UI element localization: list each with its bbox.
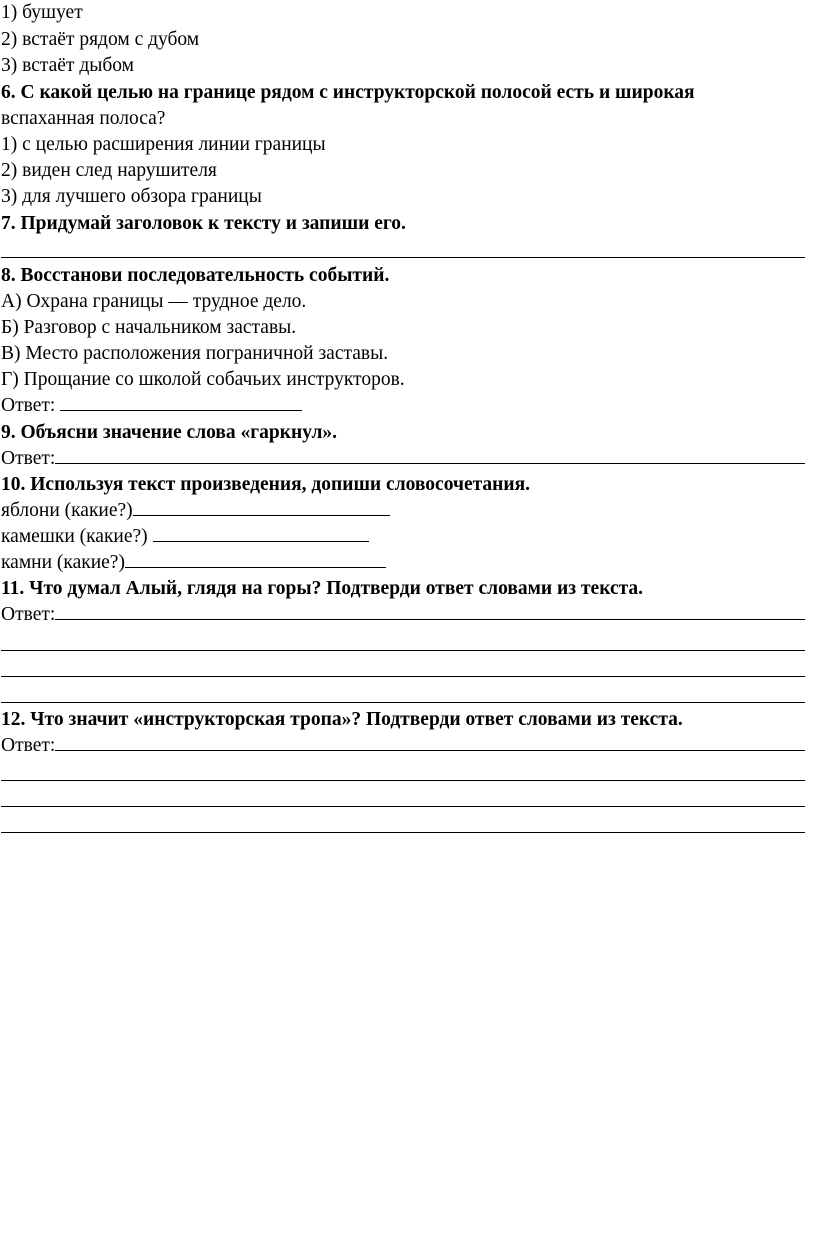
q8-answer-row bbox=[1, 393, 302, 419]
q8-question: 8. Восстанови последовательность событий. bbox=[1, 265, 390, 286]
q9-answer-row bbox=[1, 446, 805, 472]
q12-question: 12. Что значит «инструкторская тропа»? Подтверди ответ словами из текста. bbox=[1, 709, 683, 730]
q12-answer-row bbox=[1, 733, 805, 759]
q12-answer-blank[interactable] bbox=[55, 749, 805, 751]
q8-answer-blank[interactable] bbox=[60, 409, 302, 411]
q10-item-3-row bbox=[1, 550, 386, 576]
q5-option-2: 2) встаёт рядом с дубом bbox=[1, 29, 200, 50]
q9-answer-blank[interactable] bbox=[55, 462, 805, 464]
q11-answer-row bbox=[1, 602, 805, 628]
q9-question: 9. Объясни значение слова «гаркнул». bbox=[1, 422, 338, 443]
q10-question: 10. Используя текст произведения, допиши словосочетания. bbox=[1, 474, 531, 495]
q5-option-1: 1) бушует bbox=[1, 2, 83, 23]
q6-option-2: 2) виден след нарушителя bbox=[1, 160, 217, 181]
q11-question: 11. Что думал Алый, глядя на горы? Подтверди ответ словами из текста. bbox=[1, 578, 644, 599]
q6-question-cont: вспаханная полоса? bbox=[1, 108, 166, 129]
q12-answer-line-3[interactable] bbox=[1, 806, 805, 807]
q8-option-a: А) Охрана границы — трудное дело. bbox=[1, 291, 307, 312]
q10-item-1-row bbox=[1, 498, 390, 524]
q11-answer-blank[interactable] bbox=[55, 618, 805, 620]
q10-item-2-row bbox=[1, 524, 369, 550]
q10-item-3: камни (какие?) bbox=[1, 552, 125, 573]
q12-answer-label: Ответ: bbox=[1, 735, 56, 756]
q10-item-1: яблони (какие?) bbox=[1, 500, 133, 521]
q5-option-3: 3) встаёт дыбом bbox=[1, 55, 134, 76]
q10-item-3-blank[interactable] bbox=[125, 566, 386, 568]
q12-answer-line-4[interactable] bbox=[1, 832, 805, 833]
q8-option-v: В) Место расположения пограничной заставы. bbox=[1, 343, 389, 364]
q10-item-2: камешки (какие?) bbox=[1, 526, 153, 547]
q6-question: 6. С какой целью на границе рядом с инструкторской полосой есть и широкая bbox=[1, 82, 695, 103]
q11-answer-line-3[interactable] bbox=[1, 676, 805, 677]
q6-option-3: 3) для лучшего обзора границы bbox=[1, 186, 262, 207]
q10-item-2-blank[interactable] bbox=[153, 540, 369, 542]
q7-answer-line bbox=[1, 257, 805, 258]
q8-option-g: Г) Прощание со школой собачьих инструкторов. bbox=[1, 369, 405, 390]
q11-answer-label: Ответ: bbox=[1, 604, 56, 625]
q6-option-1: 1) с целью расширения линии границы bbox=[1, 134, 326, 155]
q11-answer-line-4[interactable] bbox=[1, 702, 805, 703]
q12-answer-line-2[interactable] bbox=[1, 780, 805, 781]
q8-answer-label: Ответ: bbox=[1, 395, 61, 416]
q7-question: 7. Придумай заголовок к тексту и запиши его. bbox=[1, 213, 406, 234]
q9-answer-label: Ответ: bbox=[1, 448, 56, 469]
q10-item-1-blank[interactable] bbox=[133, 514, 390, 516]
q11-answer-line-2[interactable] bbox=[1, 650, 805, 651]
q8-option-b: Б) Разговор с начальником заставы. bbox=[1, 317, 297, 338]
